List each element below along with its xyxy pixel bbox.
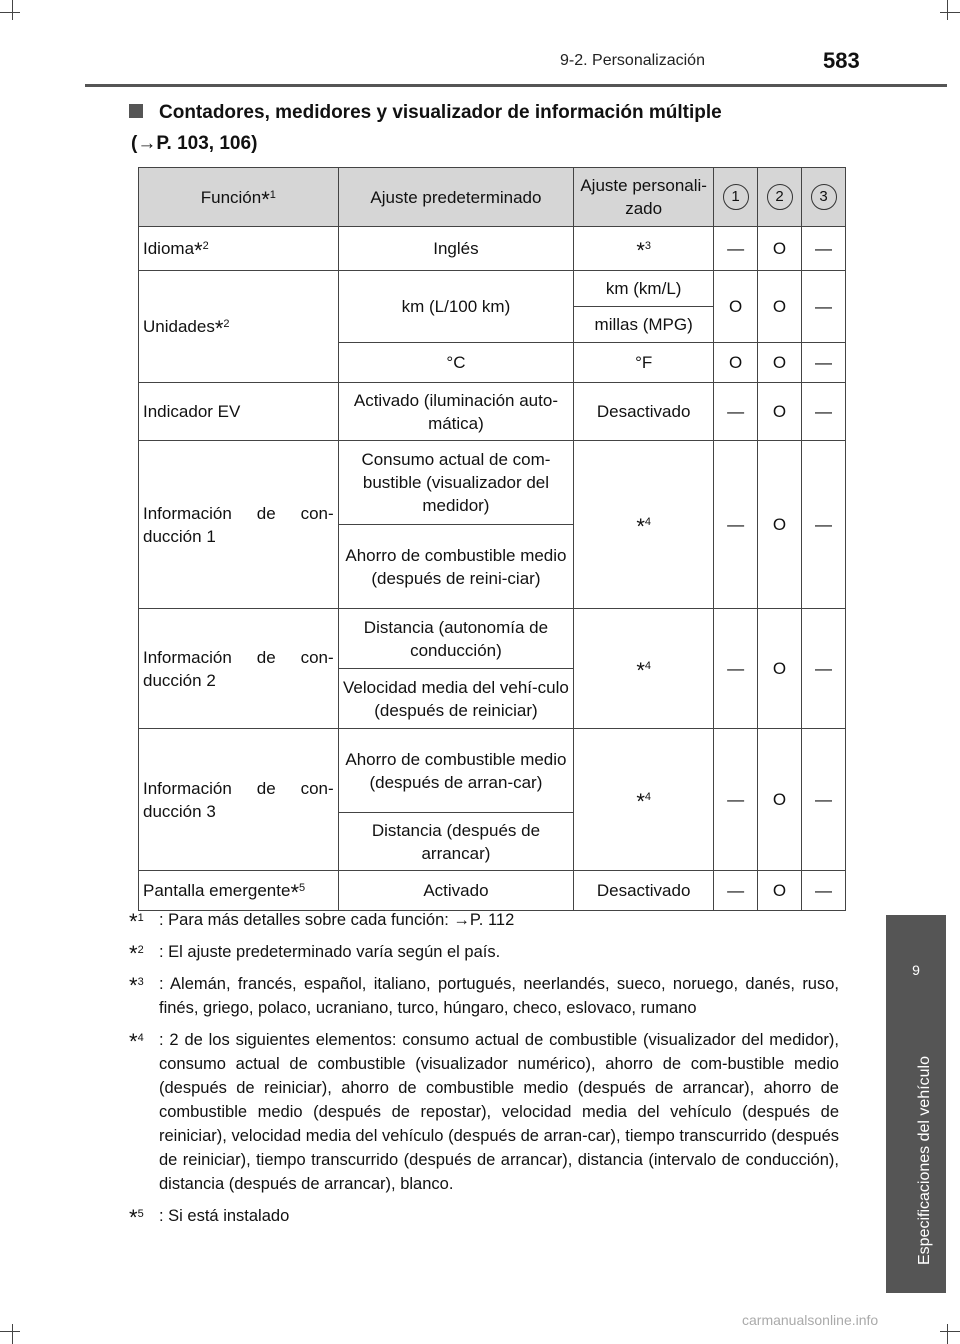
cell-opt-2: O [758,729,802,871]
table-row [139,609,846,669]
cell-custom: *$^4$ [574,441,714,609]
heading-line-2: (→P. 103, 106) [131,133,258,154]
section-title: 9-2. Personalización [560,52,705,69]
cell-opt-3: — [802,227,846,271]
cell-default: Ahorro de combustible medio (después de reini-ciar) [338,525,574,609]
header-col-3 [802,168,846,227]
cell-default: Consumo actual de com-bustible (visualizador del medidor) [338,441,574,525]
cell-custom: *$^4$ [574,729,714,871]
chapter-label: Especificaciones del vehículo [916,1055,933,1265]
header-default: Ajuste predeterminado [338,168,574,227]
footnote: *$^5$ : Si está instalado [129,1205,290,1230]
cell-default: Velocidad media del vehí-culo (después de reiniciar) [338,669,574,729]
footnote: *$^3$ : Alemán, francés, español, italiano, portugués, neerlandés, sueco, noruego, danés, ruso, finés, griego, polaco, ucraniano, turco, húngaro, checo, eslovaco, rumano [129,973,839,1017]
bullet-square-icon [129,104,143,118]
crop-mark [0,1331,20,1332]
cell-opt-2: O [758,383,802,441]
cell-opt-1: O [714,343,758,383]
settings-table [138,167,846,911]
cell-function: Información de con-ducción 3 [139,729,339,871]
crop-mark [947,1324,948,1344]
footnotes [129,908,839,1236]
cell-function: Información de con-ducción 1 [139,441,339,609]
chapter-number: 9 [912,962,920,978]
cell-custom: *$^3$ [574,227,714,271]
crop-mark [0,12,20,13]
circle-1-icon: 1 [723,184,749,210]
cell-opt-3: — [802,609,846,729]
header-rule [85,84,947,87]
cell-opt-2: O [758,271,802,343]
crop-mark [940,1331,960,1332]
cell-opt-1: — [714,383,758,441]
table-row [139,871,846,911]
crop-mark [940,12,960,13]
cell-default: Inglés [338,227,574,271]
header-col-1 [714,168,758,227]
cell-default: Activado [338,871,574,911]
table-header-row [139,168,846,227]
cell-default: Ahorro de combustible medio (después de arran-car) [338,729,574,813]
cell-function: Pantalla emergente*$^5$ [139,871,339,911]
cell-default: Distancia (autonomía de conducción) [338,609,574,669]
footnote: *$^1$ : Para más detalles sobre cada función: →P. 112 [129,909,515,934]
cell-custom: *$^4$ [574,609,714,729]
watermark: carmanualsonline.info [742,1312,879,1328]
cell-opt-2: O [758,609,802,729]
cell-custom: km (km/L) [574,271,714,307]
cell-custom: Desactivado [574,871,714,911]
cell-function: Indicador EV [139,383,339,441]
crop-mark [12,1324,13,1344]
crop-mark [12,0,13,20]
cell-default: Activado (iluminación auto-mática) [338,383,574,441]
header-custom: Ajuste personali-zado [574,168,714,227]
header-function: Función*$^1$ [139,168,339,227]
cell-opt-3: — [802,729,846,871]
header-col-2 [758,168,802,227]
circle-3-icon: 3 [811,184,837,210]
circle-2-icon: 2 [767,184,793,210]
cell-custom: °F [574,343,714,383]
cell-opt-1: — [714,609,758,729]
table-row [139,227,846,271]
cell-function: Información de con-ducción 2 [139,609,339,729]
cell-function: Unidades*$^2$ [139,271,339,383]
cell-opt-2: O [758,441,802,609]
cell-opt-3: — [802,441,846,609]
cell-custom: millas (MPG) [574,307,714,343]
table-row [139,383,846,441]
cell-opt-1: — [714,441,758,609]
cell-default: km (L/100 km) [338,271,574,343]
cell-opt-3: — [802,343,846,383]
table-row [139,441,846,525]
cell-opt-1: — [714,227,758,271]
cell-opt-2: O [758,871,802,911]
footnote: *$^4$ : 2 de los siguientes elementos: consumo actual de combustible (visualizador del medidor), consumo actual de combustible (visualizador numérico), ahorro de com-bustible medio (después de reiniciar), ahorro de combustible medio (después de arrancar), ahorro de combustible medio (después de repostar), velocidad media del vehículo (después de reiniciar), velocidad media del vehículo (después de arran-car), tiempo transcurrido (después de reiniciar), tiempo transcurrido (después de arrancar), distancia (intervalo de conducción), distancia (después de arrancar), blanco. [129,1029,839,1193]
cell-function: Idioma*$^2$ [139,227,339,271]
footnote: *$^2$ : El ajuste predeterminado varía según el país. [129,941,501,966]
cell-opt-3: — [802,871,846,911]
section-heading [129,97,849,154]
cell-custom: Desactivado [574,383,714,441]
heading-line-1: Contadores, medidores y visualizador de información múltiple [159,102,722,123]
cell-opt-1: — [714,729,758,871]
page-number: 583 [823,48,860,73]
cell-opt-1: O [714,271,758,343]
cell-opt-2: O [758,343,802,383]
table-row [139,271,846,307]
cell-default: Distancia (después de arrancar) [338,813,574,871]
table-row [139,729,846,813]
cell-opt-3: — [802,383,846,441]
crop-mark [947,0,948,20]
cell-opt-3: — [802,271,846,343]
cell-default: °C [338,343,574,383]
cell-opt-1: — [714,871,758,911]
cell-opt-2: O [758,227,802,271]
